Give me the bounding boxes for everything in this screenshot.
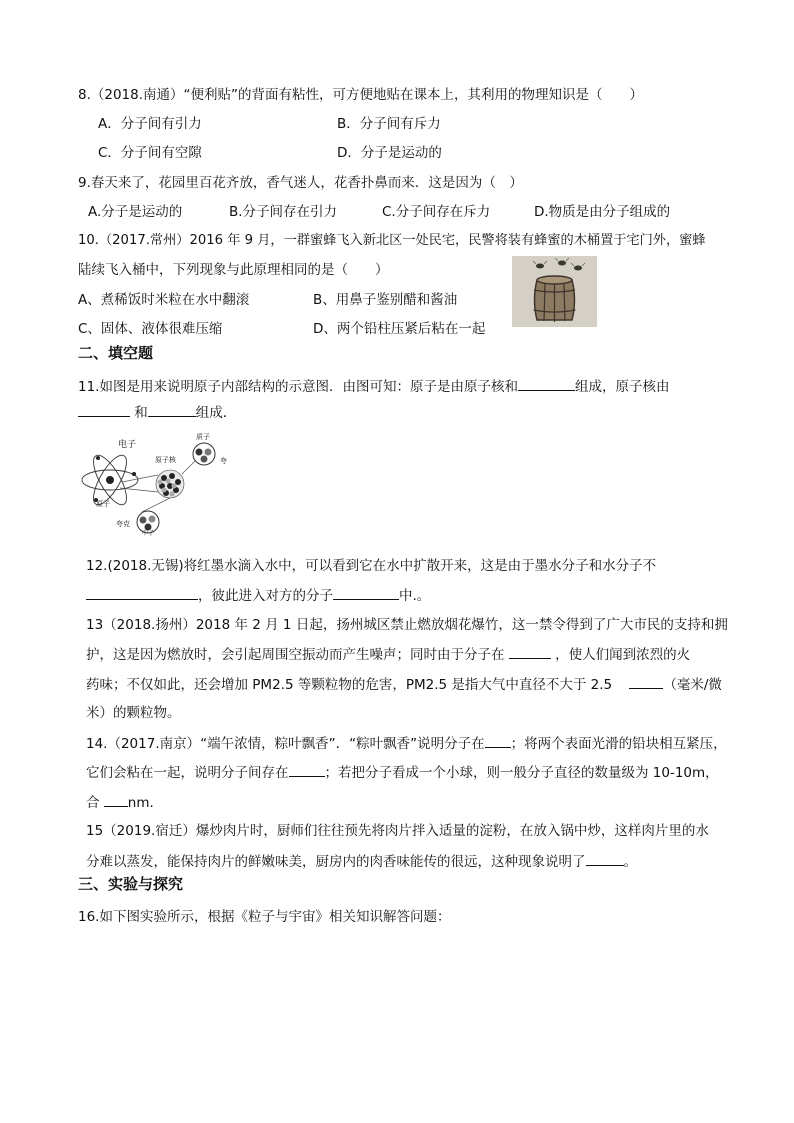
q11-line1 <box>78 376 669 397</box>
label-electron: 电子 <box>118 440 137 450</box>
q13-text-2a: 护，这是因为燃放时，会引起周围空振动而产生噪声；同时由于分子在 <box>86 647 505 663</box>
q13-blank-1[interactable] <box>509 644 551 659</box>
q13-blank-2[interactable] <box>629 674 663 689</box>
q9-stem: 9.春天来了，花园里百花齐放，香气迷人，花香扑鼻而来．这是因为（ ） <box>78 175 523 191</box>
q9-option-b: B.分子间存在引力 <box>229 204 338 220</box>
q9-option-a: A.分子是运动的 <box>88 204 183 220</box>
q10-stem-line2: 陆续飞入桶中，下列现象与此原理相同的是（ ） <box>78 262 389 278</box>
q12-line2 <box>86 585 430 606</box>
q14-line2 <box>86 762 719 783</box>
q14-text-2a: 它们会粘在一起，说明分子间存在 <box>86 765 289 781</box>
q14-text-1b: ；将两个表面光滑的铅块相互紧压， <box>510 736 727 752</box>
q13-line1: 13（2018.扬州）2018 年 2 月 1 日起，扬州城区禁止燃放烟花爆竹，这一禁令得到了广大市民的支持和拥 <box>86 617 728 633</box>
q13-text-2b: ，使人们闻到浓烈的火 <box>555 647 691 663</box>
q13-text-3a: 药味；不仅如此，还会增加 PM2.5 等颗粒物的危害，PM2.5 是指大气中直径不大于 2.5 <box>86 677 613 693</box>
label-atom: 原子 <box>96 500 110 508</box>
q8-option-b: B．分子间有斥力 <box>337 116 441 132</box>
q14-blank-2[interactable] <box>289 762 325 777</box>
q10-stem-line1: 10.（2017.常州）2016 年 9 月，一群蜜蜂飞入新北区一处民宅，民警将装有蜂蜜的木桶置于宅门外，蜜蜂 <box>78 233 706 248</box>
q11-blank-2[interactable] <box>78 402 130 417</box>
q8-option-c: C．分子间有空隙 <box>98 145 202 161</box>
q13-line2 <box>86 644 690 665</box>
q13-line4: 米）的颗粒物。 <box>86 705 181 721</box>
q14-text-3a: 合 <box>86 795 100 811</box>
label-nucleus: 原子核 <box>155 456 176 464</box>
q15-text-2b: 。 <box>623 854 637 870</box>
q11-blank-1[interactable] <box>518 376 575 391</box>
q13-line3 <box>86 674 722 695</box>
q15-line2 <box>86 851 637 872</box>
q13-text-3b: （毫米/微 <box>663 677 722 693</box>
q11-text-2a: 和 <box>134 405 148 421</box>
q14-line3 <box>86 792 163 813</box>
section-heading-fill-in: 二、填空题 <box>78 344 154 362</box>
q10-option-c: C、固体、液体很难压缩 <box>78 321 223 337</box>
q15-text-2a: 分难以蒸发，能保持肉片的鲜嫩味美，厨房内的肉香味能传的很远，这种现象说明了 <box>86 854 586 870</box>
section-heading-experiment: 三、实验与探究 <box>78 875 184 893</box>
atom-structure-diagram <box>76 430 246 538</box>
q14-blank-1[interactable] <box>485 733 511 748</box>
q11-text-1a: 11.如图是用来说明原子内部结构的示意图．由图可知：原子是由原子核和 <box>78 379 518 395</box>
label-proton: 质子 <box>196 433 210 441</box>
q9-option-d: D.物质是由分子组成的 <box>534 204 671 220</box>
q12-text-2b: 中.。 <box>399 588 431 604</box>
q12-text-2a: ，彼此进入对方的分子 <box>198 588 333 604</box>
q10-option-d: D、两个铅柱压紧后粘在一起 <box>313 321 486 337</box>
q16-stem: 16.如下图实验所示，根据《粒子与宇宙》相关知识解答问题： <box>78 909 451 925</box>
q10-option-a: A、煮稀饭时米粒在水中翻滚 <box>78 292 250 308</box>
q11-text-1b: 组成，原子核由 <box>574 379 670 395</box>
q11-blank-3[interactable] <box>148 402 196 417</box>
label-neutron: 中子 <box>142 530 155 537</box>
q14-blank-3[interactable] <box>104 792 128 807</box>
q8-option-d: D．分子是运动的 <box>337 145 442 161</box>
label-quark-1: 夸 <box>220 457 227 465</box>
q8-option-a: A．分子间有引力 <box>98 116 202 132</box>
label-quark-2: 夸克 <box>116 520 130 528</box>
q14-text-3b: nm． <box>127 795 164 811</box>
q14-line1 <box>86 733 727 754</box>
q15-line1: 15（2019.宿迁）爆炒肉片时，厨师们往往预先将肉片拌入适量的淀粉，在放入锅中炒，这样肉片里的水 <box>86 823 709 839</box>
q15-blank-1[interactable] <box>586 851 624 866</box>
q14-text-1a: 14.（2017.南京）“端午浓情，粽叶飘香”．“粽叶飘香”说明分子在 <box>86 736 485 752</box>
q12-blank-1[interactable] <box>86 585 198 600</box>
q8-stem: 8.（2018.南通）“便利贴”的背面有粘性，可方便地贴在课本上，其利用的物理知识是（ ） <box>78 87 644 103</box>
q11-line2 <box>78 402 236 423</box>
barrel-with-bees-image <box>512 256 597 327</box>
q9-option-c: C.分子间存在斥力 <box>382 204 491 220</box>
q11-text-2b: 组成． <box>195 405 237 421</box>
q10-option-b: B、用鼻子鉴别醋和酱油 <box>313 292 458 308</box>
q12-blank-2[interactable] <box>333 585 399 600</box>
q12-line1: 12.(2018.无锡)将红墨水滴入水中，可以看到它在水中扩散开来，这是由于墨水分子和水分子不 <box>86 558 657 574</box>
q14-text-2b: ；若把分子看成一个小球，则一般分子直径的数量级为 10-10m， <box>324 765 719 781</box>
